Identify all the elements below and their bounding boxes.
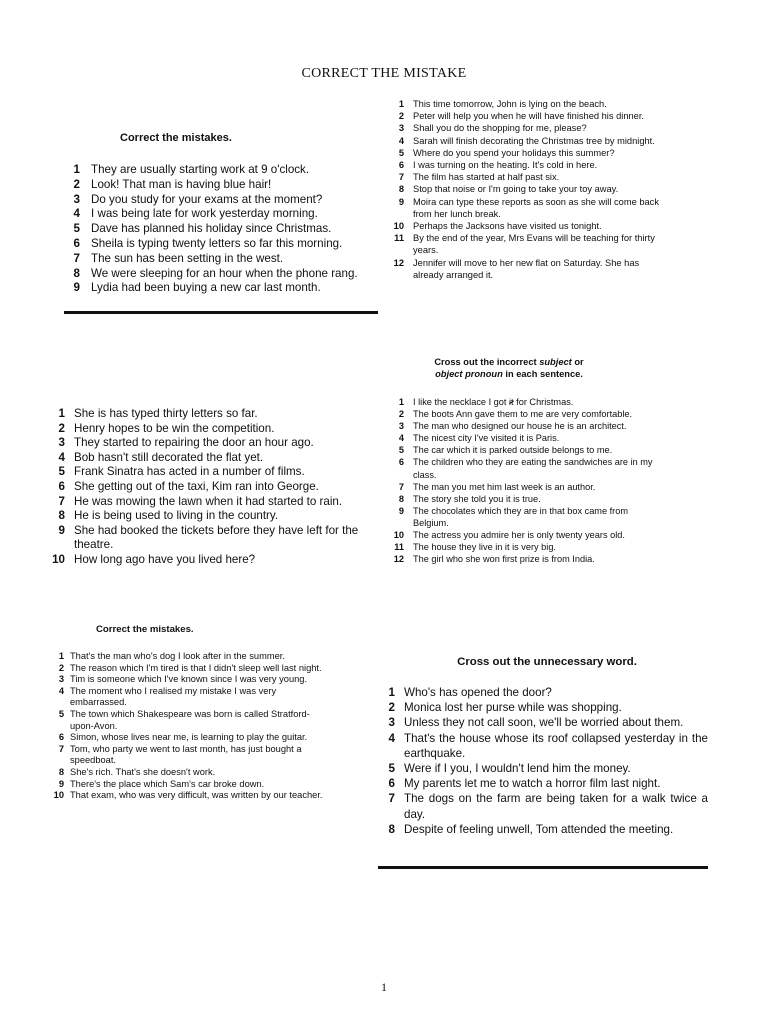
list-item bbox=[392, 183, 662, 195]
item-text: Jennifer will move to her new flat on Saturday. She has already arranged it. bbox=[413, 257, 640, 280]
list-item bbox=[52, 651, 328, 663]
list-item bbox=[386, 761, 708, 776]
item-text: The sun has been setting in the west. bbox=[91, 251, 284, 265]
item-text: The boots Ann gave them to me are very comfortable. bbox=[413, 409, 633, 420]
heading-text: Cross out the incorrect bbox=[434, 357, 540, 367]
item-number: 2 bbox=[58, 421, 65, 435]
item-number: 4 bbox=[58, 685, 64, 696]
list-item bbox=[52, 732, 328, 744]
item-text: Monica lost her purse while was shopping. bbox=[404, 701, 622, 715]
item-text: The children who they are eating the sandwiches are in my class. bbox=[413, 457, 653, 480]
list-item bbox=[48, 480, 378, 495]
exercise-heading: Correct the mistakes. bbox=[96, 624, 194, 635]
item-number: 1 bbox=[388, 686, 395, 699]
exercise-future-tenses bbox=[392, 98, 662, 281]
page-title: CORRECT THE MISTAKE bbox=[301, 66, 467, 81]
item-number: 1 bbox=[73, 163, 80, 176]
item-number: 11 bbox=[394, 233, 404, 244]
item-number: 5 bbox=[58, 465, 65, 479]
list-item bbox=[392, 456, 662, 480]
sentence-list bbox=[386, 685, 708, 837]
item-number: 10 bbox=[53, 790, 64, 801]
item-number: 7 bbox=[398, 481, 404, 492]
item-number: 7 bbox=[388, 792, 395, 806]
list-item bbox=[392, 432, 662, 444]
item-text: She's rich. That's she doesn't work. bbox=[70, 766, 216, 777]
item-number: 3 bbox=[73, 192, 80, 206]
item-number: 10 bbox=[393, 221, 404, 232]
list-item bbox=[66, 267, 384, 282]
list-item bbox=[386, 715, 708, 730]
item-text: The chocolates which they are in that box came from Belgium. bbox=[413, 505, 628, 528]
item-number: 6 bbox=[73, 236, 80, 250]
item-text: Shall you do the shopping for me, please? bbox=[413, 123, 587, 134]
list-item bbox=[66, 193, 384, 208]
item-text: Tim is someone which I've known since I was very young. bbox=[70, 674, 308, 685]
item-text: Frank Sinatra has acted in a number of films. bbox=[74, 465, 305, 479]
item-number: 8 bbox=[58, 766, 64, 777]
divider-rule bbox=[378, 866, 708, 869]
item-number: 3 bbox=[58, 436, 65, 450]
item-number: 2 bbox=[58, 662, 64, 673]
item-text: Unless they not call soon, we'll be worried about them. bbox=[404, 716, 684, 730]
item-text: The girl who she won first prize is from India. bbox=[413, 554, 595, 565]
item-number: 2 bbox=[398, 409, 404, 420]
list-item bbox=[392, 257, 662, 281]
item-text: He is being used to living in the country. bbox=[74, 509, 279, 523]
item-text: The film has started at half past six. bbox=[413, 172, 560, 183]
heading-emphasis: subject bbox=[539, 357, 572, 367]
list-item bbox=[52, 790, 328, 802]
item-text: The dogs on the farm are being taken for a walk twice a day. bbox=[404, 792, 708, 821]
item-number: 10 bbox=[393, 530, 404, 541]
list-item bbox=[392, 408, 662, 420]
item-text: The house they live in it is very big. bbox=[413, 542, 556, 553]
item-number: 5 bbox=[398, 147, 404, 158]
item-number: 4 bbox=[73, 207, 80, 221]
sentence-list bbox=[392, 98, 662, 281]
list-item bbox=[392, 553, 662, 565]
item-number: 5 bbox=[73, 222, 80, 236]
list-item bbox=[52, 686, 328, 709]
heading-text: in each sentence. bbox=[502, 369, 583, 379]
list-item bbox=[66, 178, 384, 193]
list-item bbox=[48, 422, 378, 437]
item-number: 6 bbox=[398, 160, 404, 171]
list-item bbox=[392, 196, 662, 220]
list-item bbox=[52, 674, 328, 686]
heading-text: or bbox=[571, 357, 584, 367]
item-number: 6 bbox=[58, 479, 65, 493]
list-item bbox=[48, 436, 378, 451]
exercise-cross-out-unnecessary-word bbox=[386, 656, 708, 837]
item-text: The story she told you it is true. bbox=[413, 493, 541, 504]
item-text: They started to repairing the door an hour ago. bbox=[74, 436, 314, 450]
item-number: 2 bbox=[388, 701, 395, 715]
item-text: They are usually starting work at 9 o'clock. bbox=[91, 163, 310, 176]
sentence-list bbox=[392, 408, 662, 565]
list-item bbox=[48, 553, 378, 568]
item-text: I was turning on the heating. It's cold in here. bbox=[413, 160, 598, 171]
item-number: 3 bbox=[58, 674, 64, 685]
item-number: 8 bbox=[58, 509, 65, 523]
list-item bbox=[66, 252, 384, 267]
item-number: 9 bbox=[398, 196, 404, 207]
item-text: My parents let me to watch a horror film last night. bbox=[404, 777, 661, 791]
item-number: 12 bbox=[393, 554, 404, 565]
item-text: We were sleeping for an hour when the phone rang. bbox=[91, 266, 358, 280]
list-item bbox=[392, 159, 662, 171]
item-text: She is has typed thirty letters so far. bbox=[74, 407, 258, 420]
item-number: 3 bbox=[398, 421, 404, 432]
item-text: She getting out of the taxi, Kim ran into George. bbox=[74, 479, 319, 493]
list-item bbox=[392, 444, 662, 456]
list-item bbox=[392, 505, 662, 529]
item-text bbox=[413, 396, 662, 408]
item-text: He was mowing the lawn when it had started to rain. bbox=[74, 494, 343, 508]
item-text: That's the house whose its roof collapsed yesterday in the earthquake. bbox=[404, 731, 708, 760]
item-text: Do you study for your exams at the moment? bbox=[91, 192, 323, 206]
item-text: Who's has opened the door? bbox=[404, 686, 552, 699]
list-item bbox=[386, 822, 708, 837]
list-item bbox=[66, 281, 384, 296]
item-text: Bob hasn't still decorated the flat yet. bbox=[74, 450, 264, 464]
heading-emphasis: object pronoun bbox=[435, 369, 503, 379]
list-item bbox=[392, 529, 662, 541]
list-item bbox=[392, 98, 662, 110]
item-text: Sheila is typing twenty letters so far this morning. bbox=[91, 236, 343, 250]
list-item bbox=[48, 451, 378, 466]
item-number: 12 bbox=[393, 257, 404, 268]
list-item bbox=[52, 767, 328, 779]
item-number: 6 bbox=[398, 457, 404, 468]
list-item bbox=[66, 207, 384, 222]
list-item bbox=[392, 147, 662, 159]
item-text: The town which Shakespeare was born is called Stratford-upon-Avon. bbox=[70, 708, 310, 731]
exercise-cross-out-pronoun bbox=[392, 356, 662, 565]
list-item bbox=[392, 541, 662, 553]
item-text: The car which it is parked outside belongs to me. bbox=[413, 445, 613, 456]
list-item bbox=[392, 396, 662, 408]
page-number: 1 bbox=[381, 980, 387, 994]
item-text: There's the place which Sam's car broke down. bbox=[70, 778, 265, 789]
item-number: 7 bbox=[398, 172, 404, 183]
item-text: The actress you admire her is only twenty years old. bbox=[413, 530, 625, 541]
list-item bbox=[48, 509, 378, 524]
item-text: Henry hopes to be win the competition. bbox=[74, 421, 275, 435]
list-item bbox=[392, 420, 662, 432]
list-item bbox=[392, 493, 662, 505]
exercise-correct-mistakes-tenses bbox=[66, 132, 384, 296]
item-text: Were if I you, I wouldn't lend him the money. bbox=[404, 762, 631, 776]
list-item bbox=[386, 700, 708, 715]
item-text: Stop that noise or I'm going to take your toy away. bbox=[413, 184, 619, 195]
item-number: 4 bbox=[398, 433, 404, 444]
item-text: The man who designed our house he is an architect. bbox=[413, 421, 627, 432]
list-item bbox=[386, 791, 708, 821]
item-number: 2 bbox=[73, 177, 80, 191]
item-number: 2 bbox=[398, 111, 404, 122]
list-item bbox=[52, 709, 328, 732]
list-item bbox=[66, 163, 384, 178]
item-text: The nicest city I've visited it is Paris. bbox=[413, 433, 560, 444]
item-number: 6 bbox=[388, 777, 395, 791]
item-number: 4 bbox=[398, 135, 404, 146]
item-number: 8 bbox=[73, 266, 80, 280]
sentence-list bbox=[48, 407, 378, 568]
exercise-heading: Cross out the unnecessary word. bbox=[457, 656, 637, 668]
list-item bbox=[52, 663, 328, 675]
item-text: That exam, who was very difficult, was written by our teacher. bbox=[70, 790, 323, 801]
exercise-relative-clauses bbox=[52, 624, 328, 802]
item-text: Moira can type these reports as soon as she will come back from her lunch break. bbox=[413, 196, 659, 219]
exercise-heading bbox=[392, 356, 662, 380]
item-text: Peter will help you when he will have finished his dinner. bbox=[413, 111, 645, 122]
list-item bbox=[392, 220, 662, 232]
item-text: That's the man who's dog I look after in the summer. bbox=[70, 651, 285, 661]
list-item bbox=[392, 232, 662, 256]
item-number: 3 bbox=[398, 123, 404, 134]
item-number: 1 bbox=[398, 99, 404, 109]
item-text: Look! That man is having blue hair! bbox=[91, 177, 272, 191]
item-number: 9 bbox=[58, 778, 64, 789]
item-number: 3 bbox=[388, 716, 395, 730]
list-item bbox=[392, 122, 662, 134]
item-number: 7 bbox=[58, 494, 65, 508]
item-number: 1 bbox=[398, 397, 404, 407]
item-text: Despite of feeling unwell, Tom attended the meeting. bbox=[404, 822, 674, 836]
item-number: 10 bbox=[52, 552, 65, 566]
item-number: 1 bbox=[58, 407, 65, 420]
list-item bbox=[52, 744, 328, 767]
list-item bbox=[52, 779, 328, 791]
item-text: Simon, whose lives near me, is learning to play the guitar. bbox=[70, 732, 308, 743]
list-item bbox=[392, 135, 662, 147]
list-item bbox=[66, 237, 384, 252]
item-text: Tom, who party we went to last month, has just bought a speedboat. bbox=[70, 743, 302, 766]
item-text: Where do you spend your holidays this summer? bbox=[413, 147, 615, 158]
item-text: How long ago have you lived here? bbox=[74, 552, 256, 566]
list-item bbox=[386, 685, 708, 700]
item-text: Perhaps the Jacksons have visited us tonight. bbox=[413, 221, 602, 232]
crossed-out-word: it bbox=[509, 397, 514, 407]
item-text: The moment who I realised my mistake I was very embarrassed. bbox=[70, 685, 277, 708]
item-text-before: I like the necklace I got bbox=[413, 397, 510, 407]
exercise-heading: Correct the mistakes. bbox=[120, 132, 232, 144]
exercise-unnecessary-words bbox=[48, 407, 378, 568]
item-text-after: for Christmas. bbox=[513, 397, 574, 407]
item-number: 8 bbox=[398, 184, 404, 195]
item-number: 8 bbox=[388, 822, 395, 836]
item-text: This time tomorrow, John is lying on the beach. bbox=[413, 99, 607, 109]
sentence-list bbox=[52, 651, 328, 802]
item-number: 6 bbox=[58, 732, 64, 743]
item-text: The man you met him last week is an author. bbox=[413, 481, 596, 492]
list-item bbox=[66, 222, 384, 237]
divider-rule bbox=[64, 311, 378, 314]
item-number: 9 bbox=[398, 505, 404, 516]
item-number: 1 bbox=[58, 651, 64, 661]
list-item bbox=[386, 731, 708, 761]
item-number: 5 bbox=[388, 762, 395, 776]
sentence-list bbox=[392, 396, 662, 408]
item-text: Sarah will finish decorating the Christmas tree by midnight. bbox=[413, 135, 655, 146]
item-number: 7 bbox=[73, 251, 80, 265]
item-text: Dave has planned his holiday since Christmas. bbox=[91, 222, 332, 236]
item-number: 9 bbox=[73, 281, 80, 295]
list-item bbox=[48, 524, 378, 553]
item-number: 7 bbox=[58, 743, 64, 754]
item-number: 5 bbox=[58, 708, 64, 719]
item-number: 11 bbox=[394, 542, 404, 553]
list-item bbox=[48, 465, 378, 480]
item-text: I was being late for work yesterday morning. bbox=[91, 207, 318, 221]
item-text: She had booked the tickets before they have left for the theatre. bbox=[74, 523, 359, 552]
item-number: 8 bbox=[398, 493, 404, 504]
list-item bbox=[392, 481, 662, 493]
list-item bbox=[392, 171, 662, 183]
list-item bbox=[386, 776, 708, 791]
item-number: 5 bbox=[398, 445, 404, 456]
item-number: 9 bbox=[58, 523, 65, 537]
item-text: By the end of the year, Mrs Evans will be teaching for thirty years. bbox=[413, 233, 655, 256]
item-text: Lydia had been buying a new car last month. bbox=[91, 281, 321, 295]
item-text: The reason which I'm tired is that I didn't sleep well last night. bbox=[70, 662, 322, 673]
list-item bbox=[48, 407, 378, 422]
list-item bbox=[48, 495, 378, 510]
list-item bbox=[392, 110, 662, 122]
item-number: 4 bbox=[58, 450, 65, 464]
sentence-list bbox=[66, 163, 384, 296]
item-number: 4 bbox=[388, 731, 395, 745]
